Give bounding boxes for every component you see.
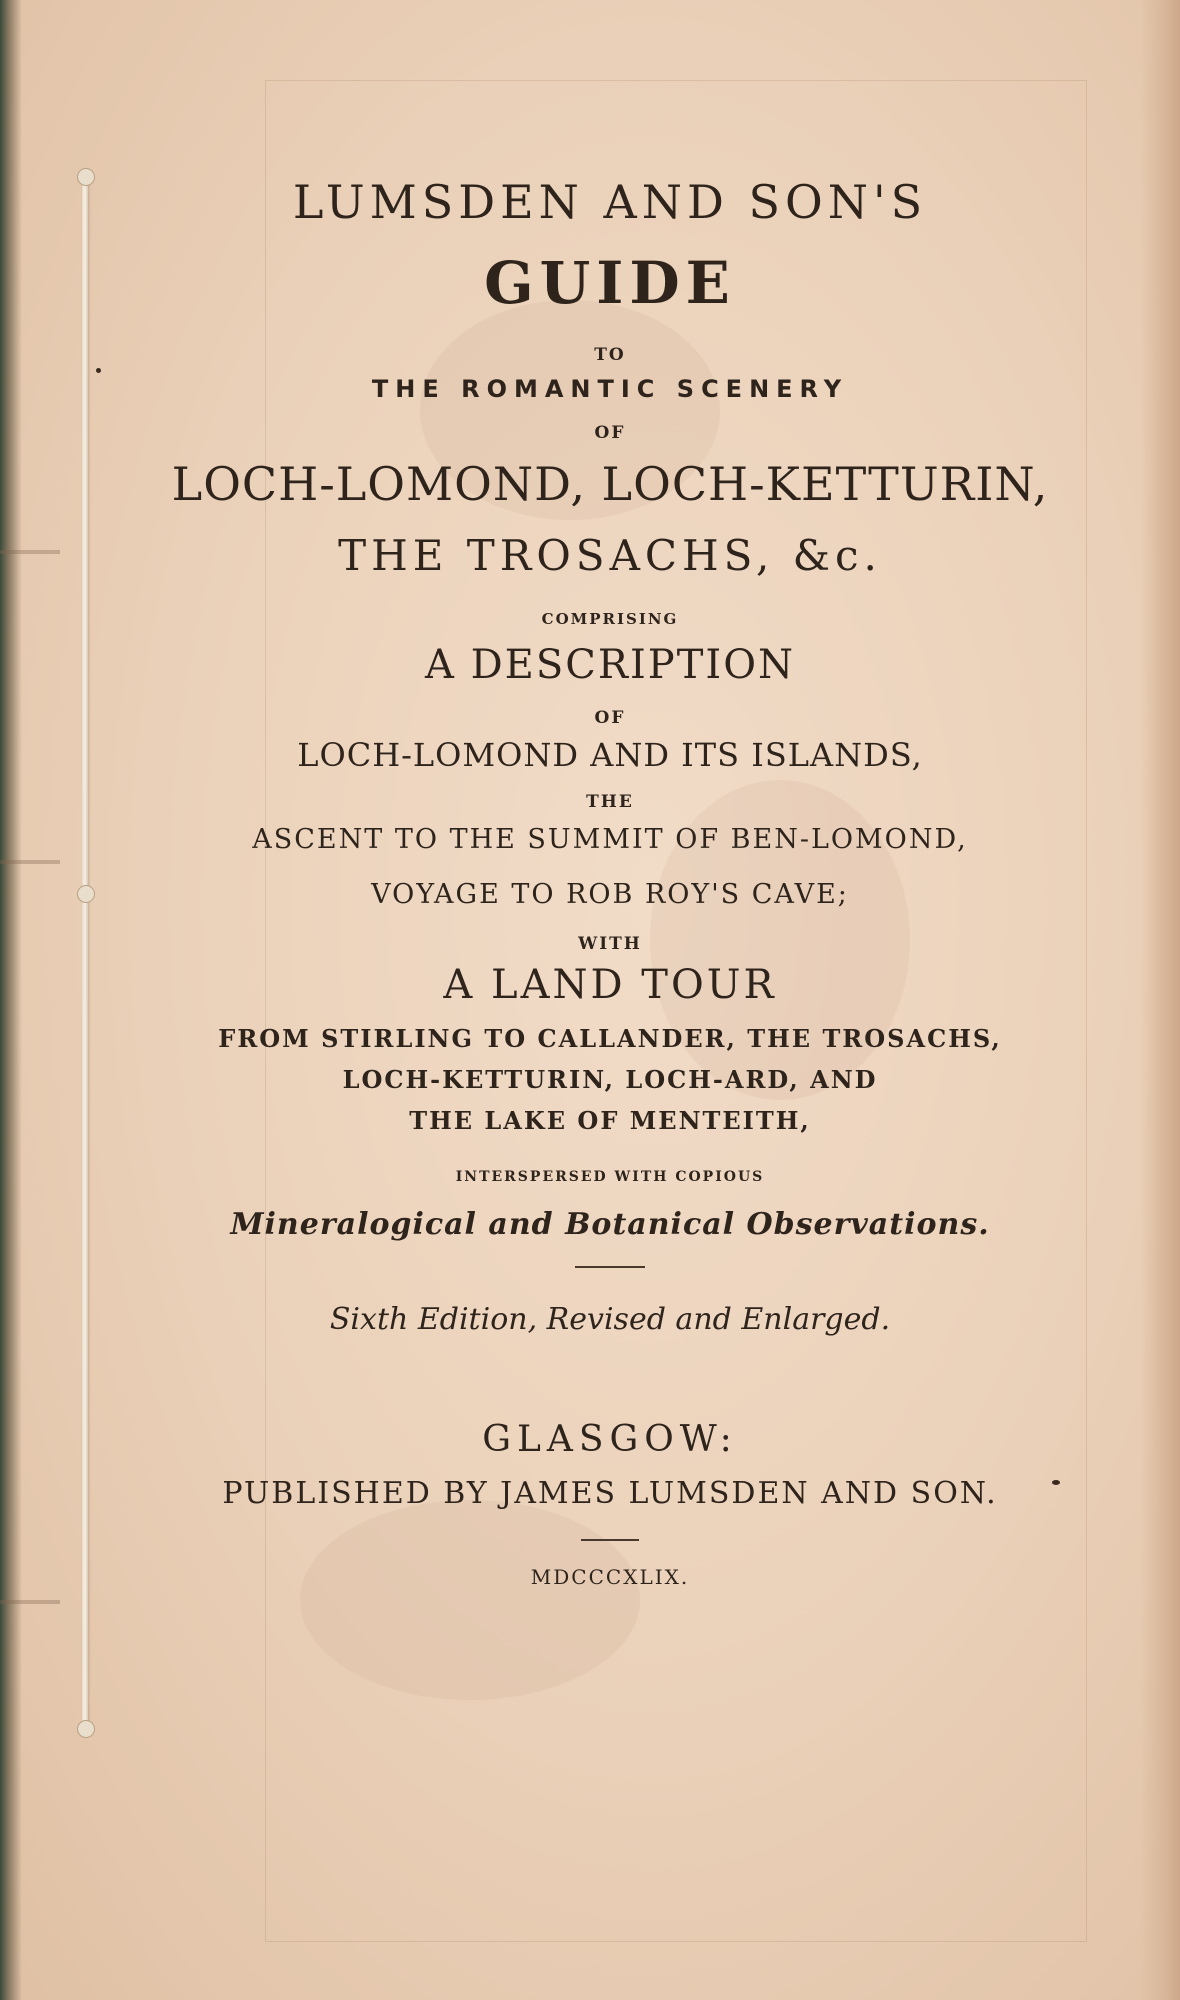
loch-ketturin-line: LOCH-KETTURIN, LOCH-ARD, AND [342,1065,878,1094]
lochs-line: LOCH-LOMOND, LOCH-KETTURIN, [171,457,1049,511]
thread-knot [77,885,95,903]
publisher-line: LUMSDEN AND SON'S [292,175,928,229]
comprising-word: COMPRISING [541,610,679,628]
thread-knot [77,1720,95,1738]
from-stirling-line: FROM STIRLING TO CALLANDER, THE TROSACHS, [218,1024,1002,1053]
interspersed-line: INTERSPERSED WITH COPIOUS [455,1169,765,1185]
page-fold-crease [0,550,60,554]
page-right-edge [1140,0,1180,2000]
of-word: OF [594,423,626,443]
ink-speck [96,368,101,373]
divider-rule [581,1539,639,1541]
of-word: OF [594,708,626,728]
with-word: WITH [578,934,642,954]
voyage-line: VOYAGE TO ROB ROY'S CAVE; [371,879,849,910]
divider-rule [575,1266,645,1268]
trosachs-line: THE TROSACHS, &c. [338,531,882,580]
binding-thread [82,170,88,1730]
thread-knot [77,168,95,186]
year-line: MDCCCXLIX. [530,1565,690,1589]
to-word: TO [594,345,626,365]
edition-line: Sixth Edition, Revised and Enlarged. [329,1302,891,1337]
description-heading: A DESCRIPTION [425,642,795,688]
the-word: THE [586,792,634,812]
lake-menteith-line: THE LAKE OF MENTEITH, [409,1106,811,1135]
islands-line: LOCH-LOMOND AND ITS ISLANDS, [297,736,923,774]
ascent-line: ASCENT TO THE SUMMIT OF BEN-LOMOND, [252,824,968,855]
page-fold-crease [0,860,60,864]
page-fold-crease [0,1600,60,1604]
published-by-line: PUBLISHED BY JAMES LUMSDEN AND SON. [222,1476,998,1511]
land-tour-heading: A LAND TOUR [443,962,777,1008]
romantic-scenery-line: THE ROMANTIC SCENERY [371,375,849,403]
guide-heading: GUIDE [484,249,736,317]
spine-edge [0,0,22,2000]
city-line: GLASGOW: [482,1419,738,1460]
observations-blackletter-line: Mineralogical and Botanical Observations. [230,1207,990,1242]
title-text-block [150,175,1070,1589]
